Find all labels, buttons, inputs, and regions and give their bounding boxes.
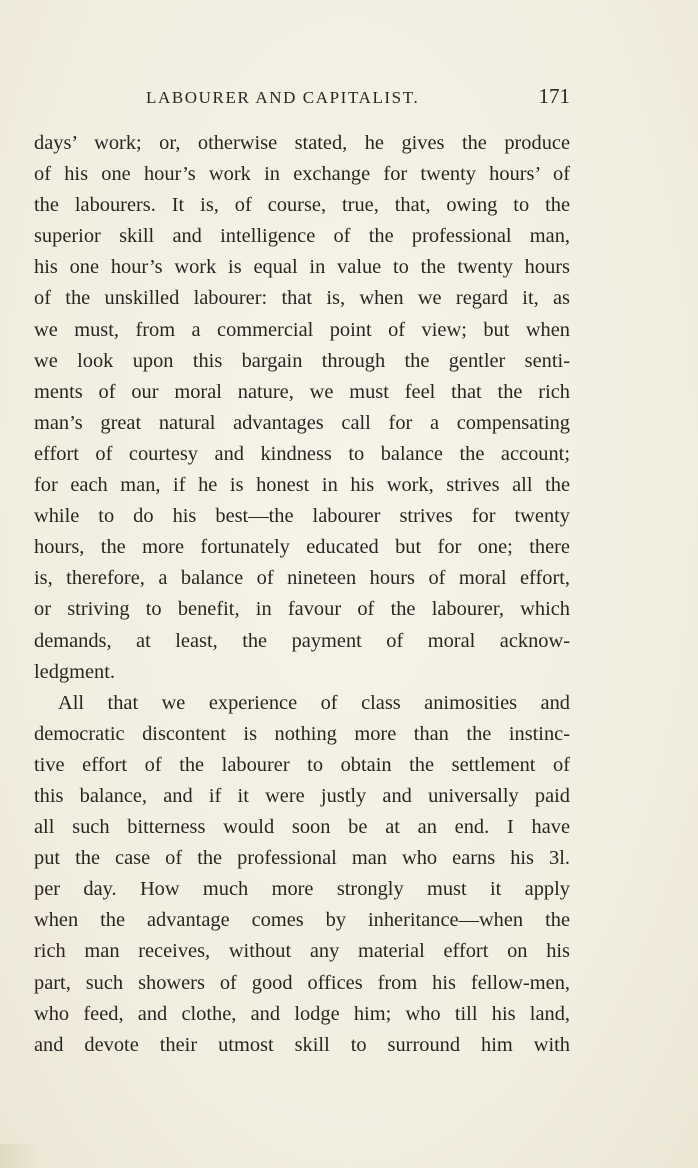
text-line: when the advantage comes by inheritance—when the (34, 909, 570, 932)
body-text (34, 128, 570, 1061)
text-line: this balance, and if it were justly and universally paid (34, 784, 570, 807)
text-line: put the case of the professional man who earns his 3l. (34, 847, 570, 870)
running-title: LABOURER AND CAPITALIST. (146, 88, 420, 107)
text-line: democratic discontent is nothing more than the instinc- (34, 722, 570, 745)
text-line: man’s great natural advantages call for a compensating (34, 411, 570, 434)
text-line: of his one hour’s work in exchange for twenty hours’ of (34, 163, 570, 186)
text-line: tive effort of the labourer to obtain the settlement of (34, 753, 570, 776)
text-line: demands, at least, the payment of moral acknow- (34, 629, 570, 652)
text-line: effort of courtesy and kindness to balance the account; (34, 442, 570, 465)
text-line: part, such showers of good offices from his fellow-men, (34, 971, 570, 994)
text-line: and devote their utmost skill to surround him with (34, 1033, 570, 1056)
running-head (34, 84, 570, 116)
text-line: his one hour’s work is equal in value to the twenty hours (34, 256, 570, 279)
page-number: 171 (538, 84, 570, 108)
text-line: hours, the more fortunately educated but for one; there (34, 536, 570, 559)
text-line: rich man receives, without any material effort on his (34, 940, 570, 963)
text-line: superior skill and intelligence of the professional man, (34, 225, 570, 248)
text-line: days’ work; or, otherwise stated, he gives the produce (34, 132, 570, 154)
text-line: who feed, and clothe, and lodge him; who till his land, (34, 1002, 570, 1025)
paragraph-end-line: ledgment. (34, 660, 115, 683)
text-line: per day. How much more strongly must it apply (34, 878, 570, 901)
text-line: all such bitterness would soon be at an end. I have (34, 816, 570, 839)
text-line: of the unskilled labourer: that is, when we regard it, as (34, 287, 570, 310)
text-line: or striving to benefit, in favour of the labourer, which (34, 598, 570, 621)
text-line: the labourers. It is, of course, true, that, owing to the (34, 194, 570, 217)
text-line: for each man, if he is honest in his work, strives all the (34, 474, 570, 497)
text-line: we look upon this bargain through the gentler senti- (34, 349, 570, 372)
paragraph-start-line: All that we experience of class animosities and (58, 691, 570, 714)
page-edge-shadow (0, 1144, 40, 1168)
text-line: while to do his best—the labourer strives for twenty (34, 505, 570, 528)
text-line: ments of our moral nature, we must feel that the rich (34, 380, 570, 403)
text-line: is, therefore, a balance of nineteen hours of moral effort, (34, 567, 570, 590)
text-line: we must, from a commercial point of view; but when (34, 318, 570, 341)
